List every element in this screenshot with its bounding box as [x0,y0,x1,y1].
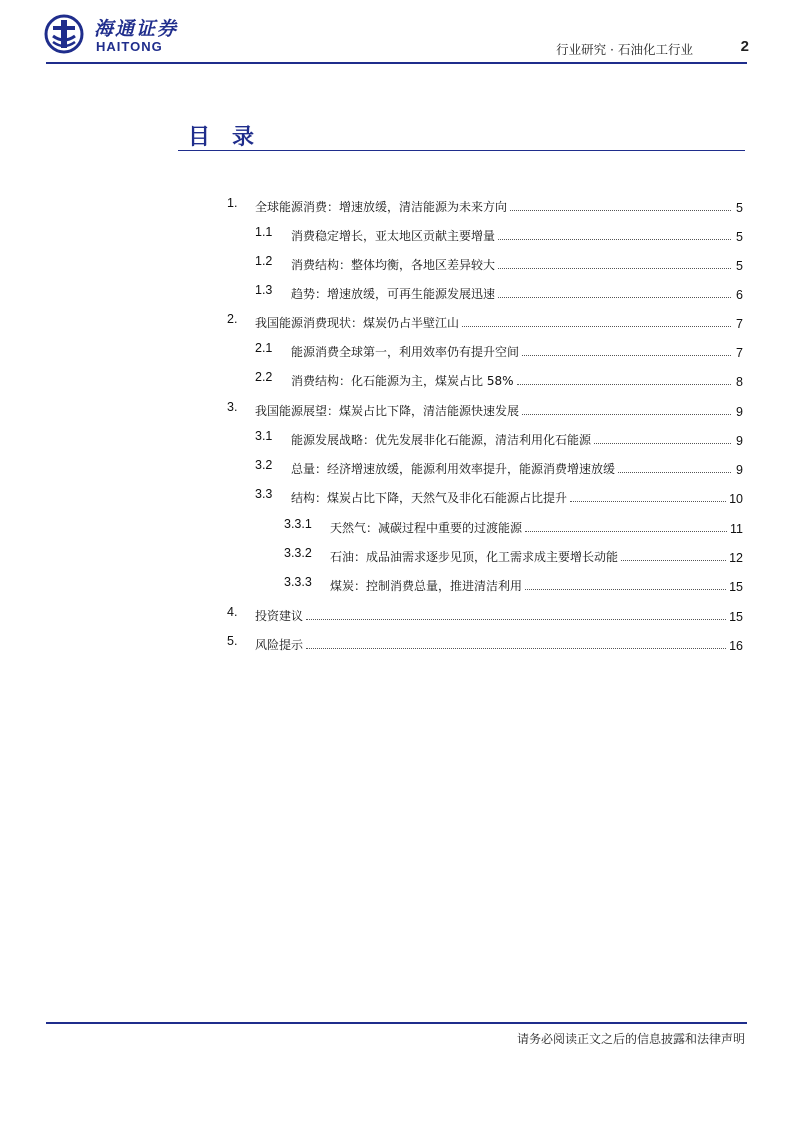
toc-entry-label: 总量：经济增速放缓，能源利用效率提升，能源消费增速放缓 [291,462,616,476]
logo-en-text: HAITONG [96,39,163,54]
toc-entry-number: 2.1 [255,341,273,355]
toc-entry-page: 16 [729,639,743,653]
toc-entry-number: 3.3.3 [284,575,312,589]
toc-entry-label: 投资建议 [255,609,304,623]
toc-entry-page: 7 [736,317,743,331]
toc-entry-label: 结构：煤炭占比下降，天然气及非化石能源占比提升 [291,491,568,505]
toc-entry-label: 消费稳定增长，亚太地区贡献主要增量 [291,229,496,243]
toc-title: 目录 [188,125,277,150]
toc-entry-label: 我国能源消费现状：煤炭仍占半壁江山 [255,316,460,330]
toc-entry-label: 能源发展战略：优先发展非化石能源，清洁利用化石能源 [291,433,592,447]
toc-entry-number: 1.1 [255,225,273,239]
dot-leader [618,471,731,473]
toc-entry-page: 5 [736,201,743,215]
dot-leader [525,530,727,532]
company-logo [44,12,224,60]
toc-entry[interactable] [0,396,793,420]
toc-entry-page: 5 [736,230,743,244]
dot-leader [522,413,731,415]
toc-entry[interactable] [0,308,793,332]
toc-entry[interactable] [0,279,793,303]
toc-entry-number: 3.3 [255,487,273,501]
toc-title-divider [178,150,745,151]
toc-entry-page: 6 [736,288,743,302]
toc-entry-number: 2.2 [255,370,273,384]
dot-leader [462,325,731,327]
footer-divider [46,1022,747,1024]
toc-entry-number: 1. [227,196,238,210]
dot-leader [498,267,731,269]
page-number: 2 [740,38,749,55]
toc-entry[interactable] [0,425,793,449]
toc-entry[interactable] [0,250,793,274]
toc-entry-number: 1.2 [255,254,273,268]
toc-entry[interactable] [0,483,793,507]
toc-entry-page: 8 [736,375,743,389]
toc-entry-number: 1.3 [255,283,273,297]
toc-entry-number: 5. [227,634,238,648]
toc-entry-page: 11 [730,522,743,536]
toc-entry-page: 15 [729,610,743,624]
toc-entry-label: 消费结构：整体均衡，各地区差异较大 [291,258,496,272]
toc-entry-label: 全球能源消费：增速放缓，清洁能源为未来方向 [255,200,508,214]
toc-entry-label: 能源消费全球第一，利用效率仍有提升空间 [291,345,520,359]
toc-entry-label: 煤炭：控制消费总量，推进清洁利用 [330,579,523,593]
toc-entry-page: 7 [736,346,743,360]
dot-leader [306,647,726,649]
dot-leader [498,296,731,298]
header-divider [46,62,747,64]
dot-leader [525,588,726,590]
toc-entry[interactable] [0,454,793,478]
footer-disclaimer: 请务必阅读正文之后的信息披露和法律声明 [516,1032,745,1046]
toc-entry-number: 3.1 [255,429,273,443]
logo-cn-text: 海通证券 [94,18,179,40]
haitong-logo-icon [44,14,84,54]
dot-leader [510,209,731,211]
toc-entry-label: 消费结构：化石能源为主，煤炭占比 58% [291,374,514,388]
dot-leader [594,442,731,444]
toc-entry[interactable] [0,192,793,216]
toc-entry-page: 15 [729,580,743,594]
toc-entry-number: 3. [227,400,238,414]
toc-entry[interactable] [0,513,793,537]
toc-entry-label: 我国能源展望：煤炭占比下降，清洁能源快速发展 [255,404,520,418]
toc-entry-label: 风险提示 [255,638,304,652]
dot-leader [517,383,732,385]
toc-entry[interactable] [0,630,793,654]
toc-entry-label: 趋势：增速放缓，可再生能源发展迅速 [291,287,496,301]
toc-entry-number: 4. [227,605,238,619]
toc-entry-label: 天然气：减碳过程中重要的过渡能源 [330,521,523,535]
toc-entry-number: 2. [227,312,238,326]
toc-entry-page: 10 [729,492,743,506]
dot-leader [621,559,726,561]
toc-entry[interactable] [0,542,793,566]
toc-entry-page: 9 [736,463,743,477]
toc-entry-number: 3.3.2 [284,546,312,560]
dot-leader [306,618,726,620]
dot-leader [498,238,731,240]
dot-leader [570,500,726,502]
header-section: 行业研究 · 石油化工行业 [556,42,693,57]
toc-entry-page: 5 [736,259,743,273]
toc-entry-number: 3.3.1 [284,517,312,531]
toc-entry[interactable] [0,221,793,245]
toc-entry[interactable] [0,366,793,390]
toc-entry[interactable] [0,601,793,625]
toc-entry-number: 3.2 [255,458,273,472]
toc-entry-page: 12 [729,551,743,565]
dot-leader [522,354,731,356]
toc-entry-label: 石油：成品油需求逐步见顶，化工需求成主要增长动能 [330,550,619,564]
toc-entry[interactable] [0,337,793,361]
toc-entry-page: 9 [736,434,743,448]
toc-entry[interactable] [0,571,793,595]
toc-entry-page: 9 [736,405,743,419]
